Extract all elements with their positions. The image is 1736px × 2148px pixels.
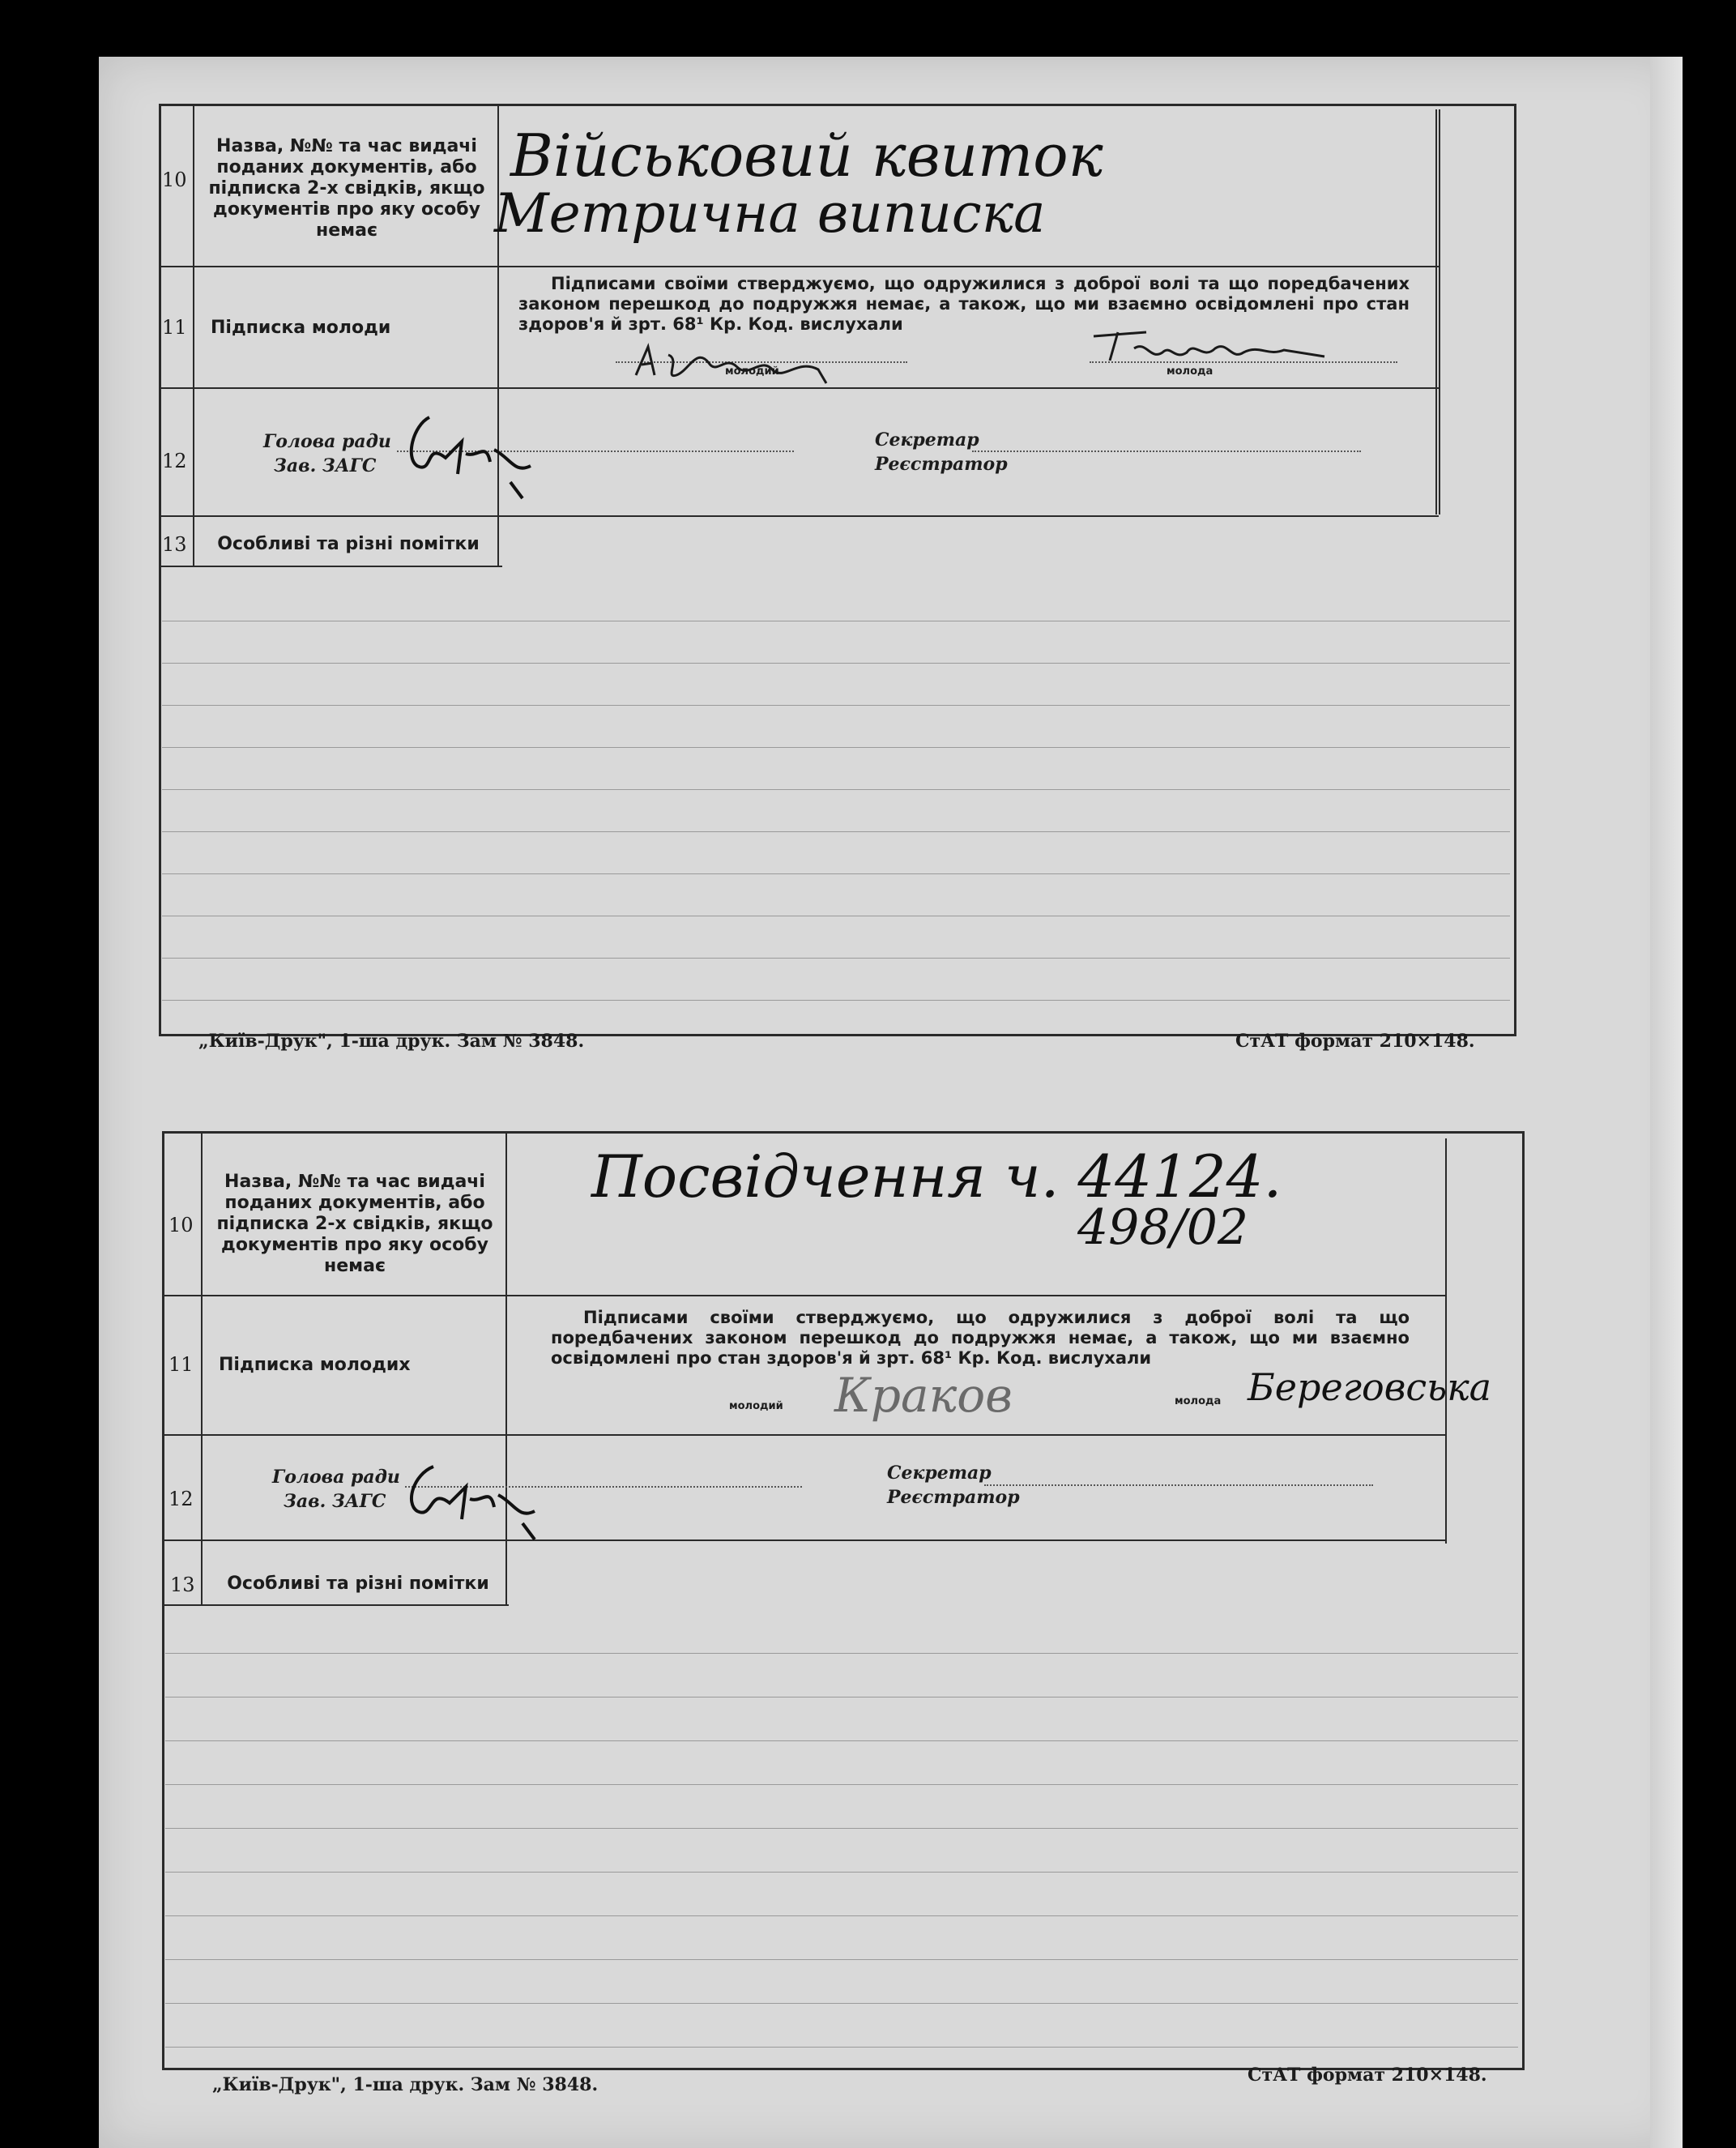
bottom-bride-signature: Береговська [1248,1365,1492,1409]
bottom-secretary-sign-line [984,1484,1373,1486]
bottom-row12-number: 12 [168,1488,194,1510]
bottom-row10-handwriting-1: Посвідчення ч. 44124. [591,1142,1282,1211]
bottom-row10-number: 10 [168,1214,194,1236]
top-row10-handwriting-1: Військовий квиток [510,122,1103,190]
top-row10-number: 10 [162,169,187,191]
top-row11-label: Підписка молоди [211,318,391,338]
top-zags-label: Зав. ЗАГС [274,455,377,476]
top-row10-bottom [159,266,1439,267]
top-row11-bottom [159,387,1439,389]
bottom-row13-bottom [162,1604,509,1606]
bottom-zags-label: Зав. ЗАГС [284,1491,386,1512]
top-row12-bottom [159,515,1439,517]
top-row10-handwriting-2: Метрична виписка [494,182,1046,245]
bottom-row13-number: 13 [170,1574,195,1596]
top-secretary-sign-line [972,451,1361,452]
top-footer-printer: „Київ-Друк", 1-ша друк. Зам № 3848. [198,1031,585,1052]
top-row12-number: 12 [162,450,187,472]
top-groom-label: молодий [725,365,779,378]
top-row13-bottom [159,566,502,567]
bottom-row12-bottom [162,1539,1447,1541]
bottom-bride-label: молода [1175,1395,1222,1407]
bottom-row11-statement: Підписами своїми стверджуємо, що одружилися з доброї волі та що поредбачених законом перешкод до подружжя немає, а також, що ми взаємно освідомлені про стан здоров'я й зрт. 68¹ Кр. Код. вислухали [551,1308,1410,1368]
top-row13-label: Особливі та різні помітки [217,534,480,554]
bottom-row11-bottom [162,1434,1447,1436]
top-right-inner-line [1435,109,1437,515]
bottom-footer-printer: „Київ-Друк", 1-ша друк. Зам № 3848. [212,2074,599,2095]
bottom-registrar-label: Реєстратор [887,1487,1020,1508]
bottom-row10-label: Назва, №№ та час видачі поданих документів, або підписка 2-х свідків, якщо документів про яку особу немає [216,1172,493,1276]
top-row11-statement: Підписами своїми стверджуємо, що одружилися з доброї волі та що поредбачених законом перешкод до подружжя немає, а також, що ми взаємно освідомлені про стан здоров'я й зрт. 68¹ Кр. Код. вислухали [518,274,1410,334]
bottom-head-signature [389,1458,567,1548]
bottom-secretary-label: Секретар [887,1463,992,1484]
paper-edge [1650,57,1683,2148]
top-head-label: Голова ради [263,431,391,452]
bottom-row11-label: Підписка молодих [219,1355,411,1375]
top-row13-number: 13 [162,533,187,556]
top-row11-number: 11 [162,316,187,339]
top-groom-signature [632,339,859,387]
bottom-number-column-line [201,1131,203,1605]
top-secretary-label: Секретар [875,429,979,451]
bottom-row11-number: 11 [168,1353,194,1376]
top-bride-signature [1090,324,1333,373]
top-number-column-line [193,104,194,566]
bottom-head-label: Голова ради [272,1467,400,1488]
top-bride-label: молода [1167,365,1213,378]
bottom-row10-bottom [162,1295,1447,1296]
bottom-groom-signature: Краков [834,1368,1013,1423]
top-row10-label: Назва, №№ та час видачі поданих документів, або підписка 2-х свідків, якщо документів про яку особу немає [208,136,485,241]
top-head-signature [389,409,551,515]
bottom-row13-label: Особливі та різні помітки [227,1574,489,1594]
top-right-inner-line-2 [1439,109,1440,515]
bottom-footer-format: СтАТ формат 210×148. [1248,2065,1487,2086]
bottom-row10-handwriting-2: 498/02 [1077,1199,1249,1256]
top-footer-format: СтАТ формат 210×148. [1235,1031,1475,1052]
bottom-groom-label: молодий [729,1400,783,1412]
bottom-right-inner-line [1445,1138,1447,1544]
top-registrar-label: Реєстратор [875,454,1008,475]
